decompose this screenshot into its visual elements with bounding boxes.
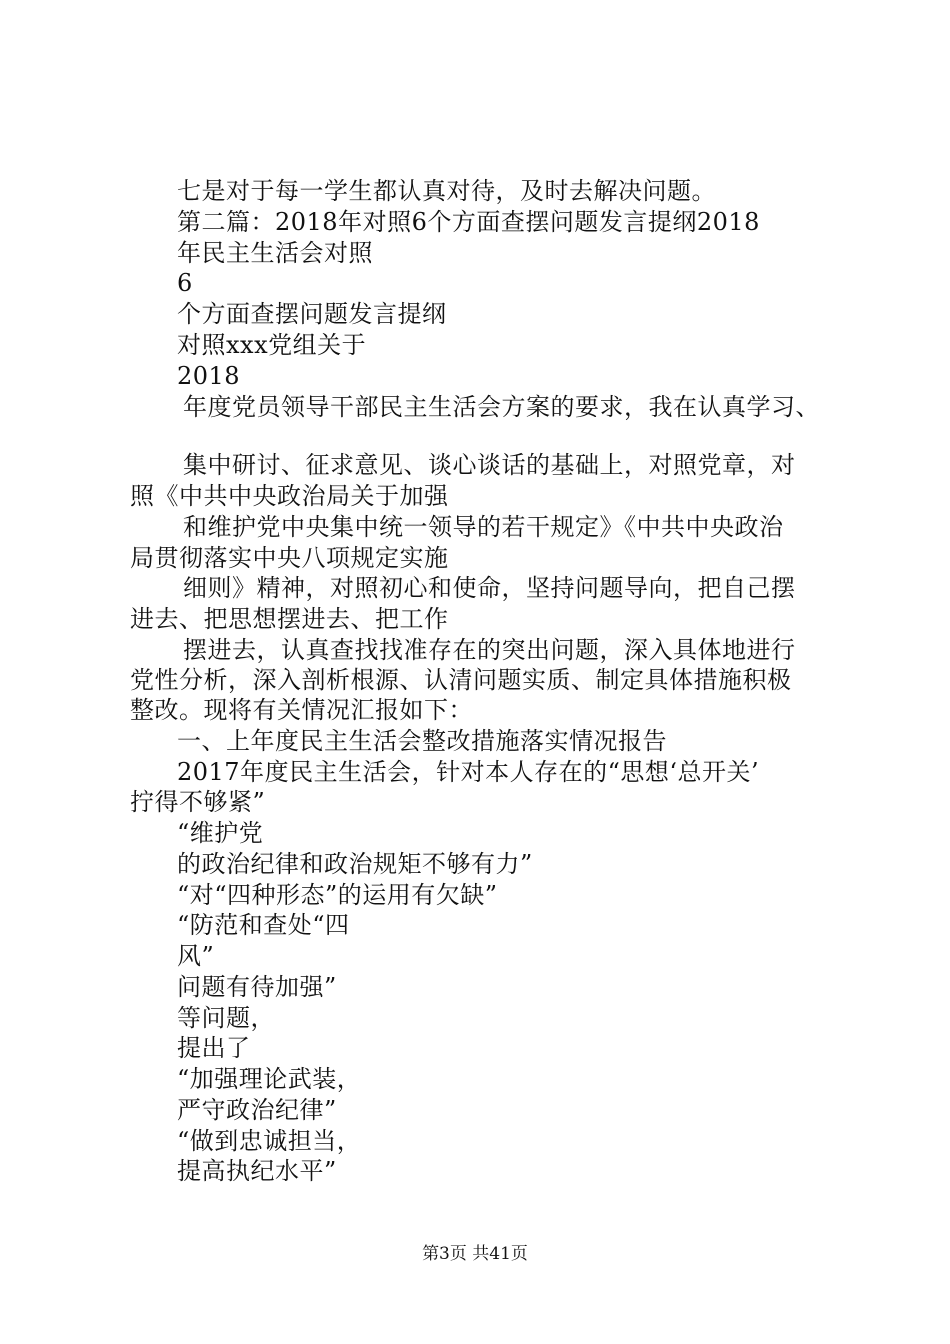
text-line: 个方面查摆问题发言提纲 <box>177 300 447 328</box>
text-line: 2017年度民主生活会，针对本人存在的“思想‘总开关’ <box>177 758 760 786</box>
text-line: 年民主生活会对照 <box>177 239 373 267</box>
text-line: 细则》精神，对照初心和使命，坚持问题导向，把自己摆 <box>183 574 796 602</box>
text-line: 和维护党中央集中统一领导的若干规定》《中共中央政治 <box>183 513 784 541</box>
text-line: 严守政治纪律” <box>177 1096 337 1124</box>
text-line: 照《中共中央政治局关于加强 <box>130 482 449 510</box>
text-line: “做到忠诚担当， <box>177 1127 362 1155</box>
text-line: 提出了 <box>177 1034 251 1062</box>
text-line: 党性分析，深入剖析根源、认清问题实质、制定具体措施积极 <box>130 666 792 694</box>
text-line: “维护党 <box>177 819 264 847</box>
text-line: 拧得不够紧” <box>130 788 266 816</box>
text-line: 对照xxx党组关于 <box>177 331 367 359</box>
text-line: 摆进去，认真查找找准存在的突出问题，深入具体地进行 <box>183 636 796 664</box>
text-line: “加强理论武装， <box>177 1065 362 1093</box>
text-line: 整改。现将有关情况汇报如下： <box>130 696 473 724</box>
text-line: 进去、把思想摆进去、把工作 <box>130 605 449 633</box>
text-line: 集中研讨、征求意见、谈心谈话的基础上，对照党章，对 <box>183 451 796 479</box>
text-line: 等问题， <box>177 1004 275 1032</box>
page-number-footer: 第3页 共41页 <box>422 1244 528 1264</box>
text-line: 七是对于每一学生都认真对待，及时去解决问题。 <box>177 177 716 205</box>
text-line: “防范和查处“四 <box>177 911 350 939</box>
subsection-heading: 一、上年度民主生活会整改措施落实情况报告 <box>177 727 667 755</box>
text-line: 2018 <box>177 362 241 390</box>
text-line: 局贯彻落实中央八项规定实施 <box>130 544 449 572</box>
section-heading: 第二篇：2018年对照6个方面查摆问题发言提纲2018 <box>177 208 760 236</box>
text-line: 的政治纪律和政治规矩不够有力” <box>177 850 533 878</box>
text-line: 风” <box>177 942 215 970</box>
text-line: 问题有待加强” <box>177 973 337 1001</box>
text-line: 提高执纪水平” <box>177 1157 337 1185</box>
text-line: “对“四种形态”的运用有欠缺” <box>177 881 498 909</box>
text-line: 年度党员领导干部民主生活会方案的要求，我在认真学习、 <box>183 393 820 421</box>
text-line: 6 <box>177 269 193 297</box>
